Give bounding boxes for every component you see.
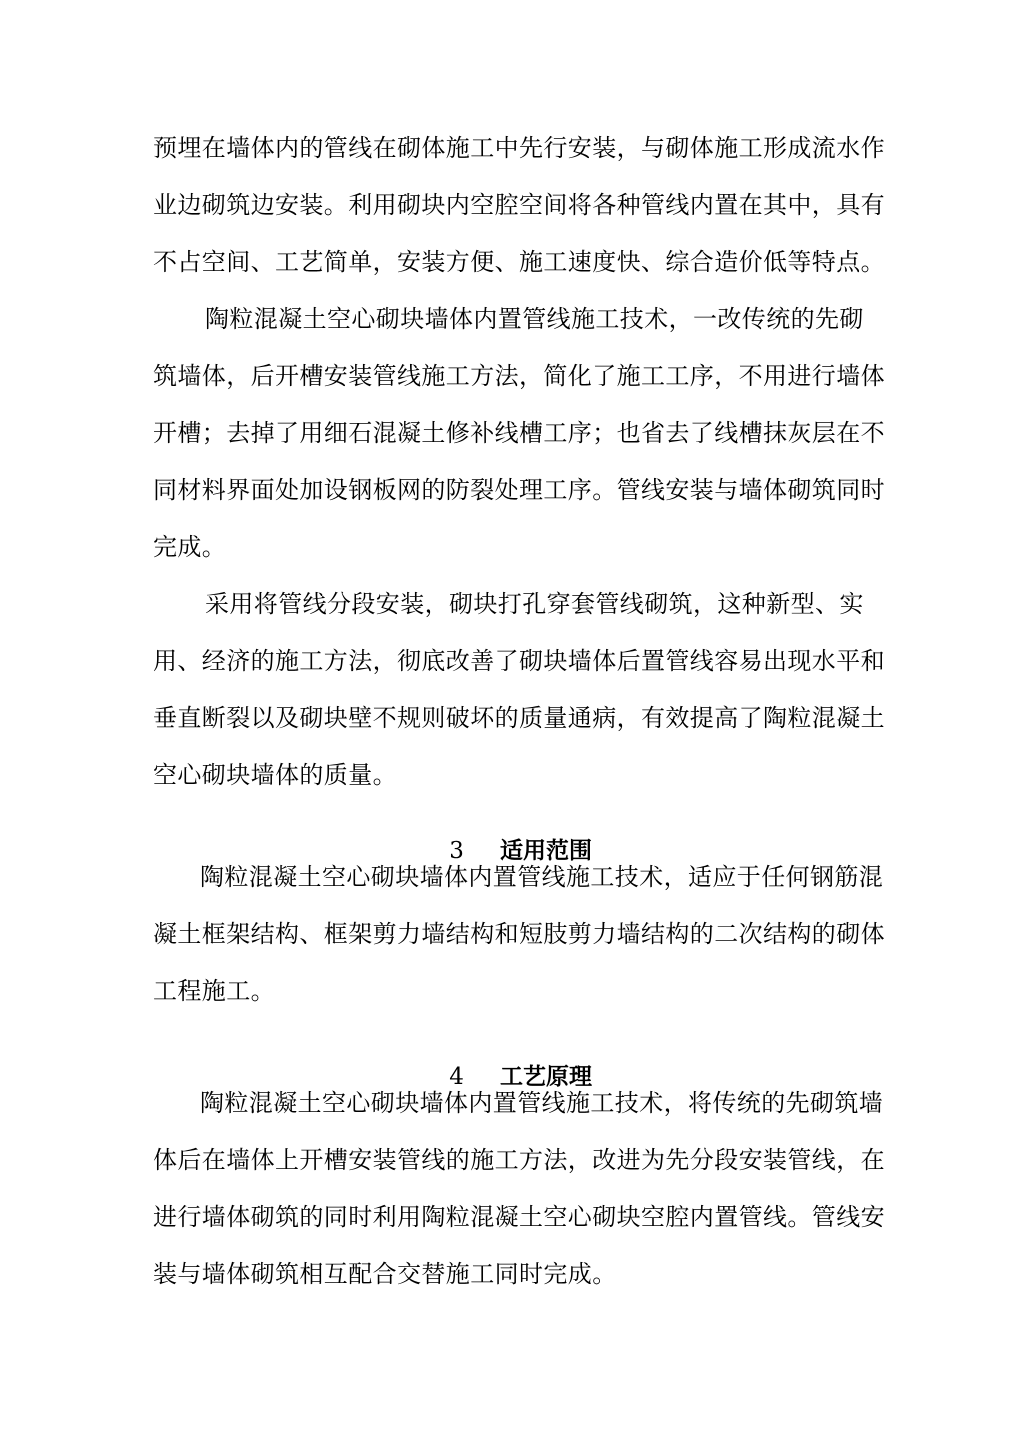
paragraph-1-line-2: 业边砌筑边安装。利用砌块内空腔空间将各种管线内置在其中，具有 [153, 191, 885, 219]
paragraph-2-line-5: 完成。 [153, 533, 227, 561]
section-3-line-2: 凝土框架结构、框架剪力墙结构和短肢剪力墙结构的二次结构的砌体 [153, 920, 885, 948]
paragraph-2-line-2: 筑墙体，后开槽安装管线施工方法，简化了施工工序，不用进行墙体 [153, 362, 885, 390]
paragraph-1-line-1: 预埋在墙体内的管线在砌体施工中先行安装，与砌体施工形成流水作 [153, 134, 885, 162]
paragraph-2-line-1: 陶粒混凝土空心砌块墙体内置管线施工技术，一改传统的先砌 [205, 305, 864, 333]
paragraph-3-line-1: 采用将管线分段安装，砌块打孔穿套管线砌筑，这种新型、实 [205, 590, 864, 618]
section-4-number: 4 [449, 1064, 464, 1090]
paragraph-2-line-3: 开槽；去掉了用细石混凝土修补线槽工序；也省去了线槽抹灰层在不 [153, 419, 885, 447]
section-3-line-1: 陶粒混凝土空心砌块墙体内置管线施工技术，适应于任何钢筋混 [200, 863, 884, 891]
section-4-line-1: 陶粒混凝土空心砌块墙体内置管线施工技术，将传统的先砌筑墙 [200, 1089, 884, 1117]
paragraph-3-line-3: 垂直断裂以及砌块壁不规则破坏的质量通病，有效提高了陶粒混凝土 [153, 704, 885, 732]
section-4-title: 工艺原理 [499, 1063, 592, 1090]
paragraph-3-line-4: 空心砌块墙体的质量。 [153, 761, 397, 789]
section-4-line-2: 体后在墙体上开槽安装管线的施工方法，改进为先分段安装管线，在 [153, 1146, 885, 1174]
paragraph-2-line-4: 同材料界面处加设钢板网的防裂处理工序。管线安装与墙体砌筑同时 [153, 476, 885, 504]
section-3-title: 适用范围 [499, 837, 592, 864]
paragraph-1-line-3: 不占空间、工艺简单，安装方便、施工速度快、综合造价低等特点。 [153, 248, 885, 276]
section-4-line-4: 装与墙体砌筑相互配合交替施工同时完成。 [153, 1260, 617, 1288]
section-3-number: 3 [449, 838, 464, 864]
paragraph-3-line-2: 用、经济的施工方法，彻底改善了砌块墙体后置管线容易出现水平和 [153, 647, 885, 675]
section-4-line-3: 进行墙体砌筑的同时利用陶粒混凝土空心砌块空腔内置管线。管线安 [153, 1203, 885, 1231]
section-3-line-3: 工程施工。 [153, 977, 275, 1005]
